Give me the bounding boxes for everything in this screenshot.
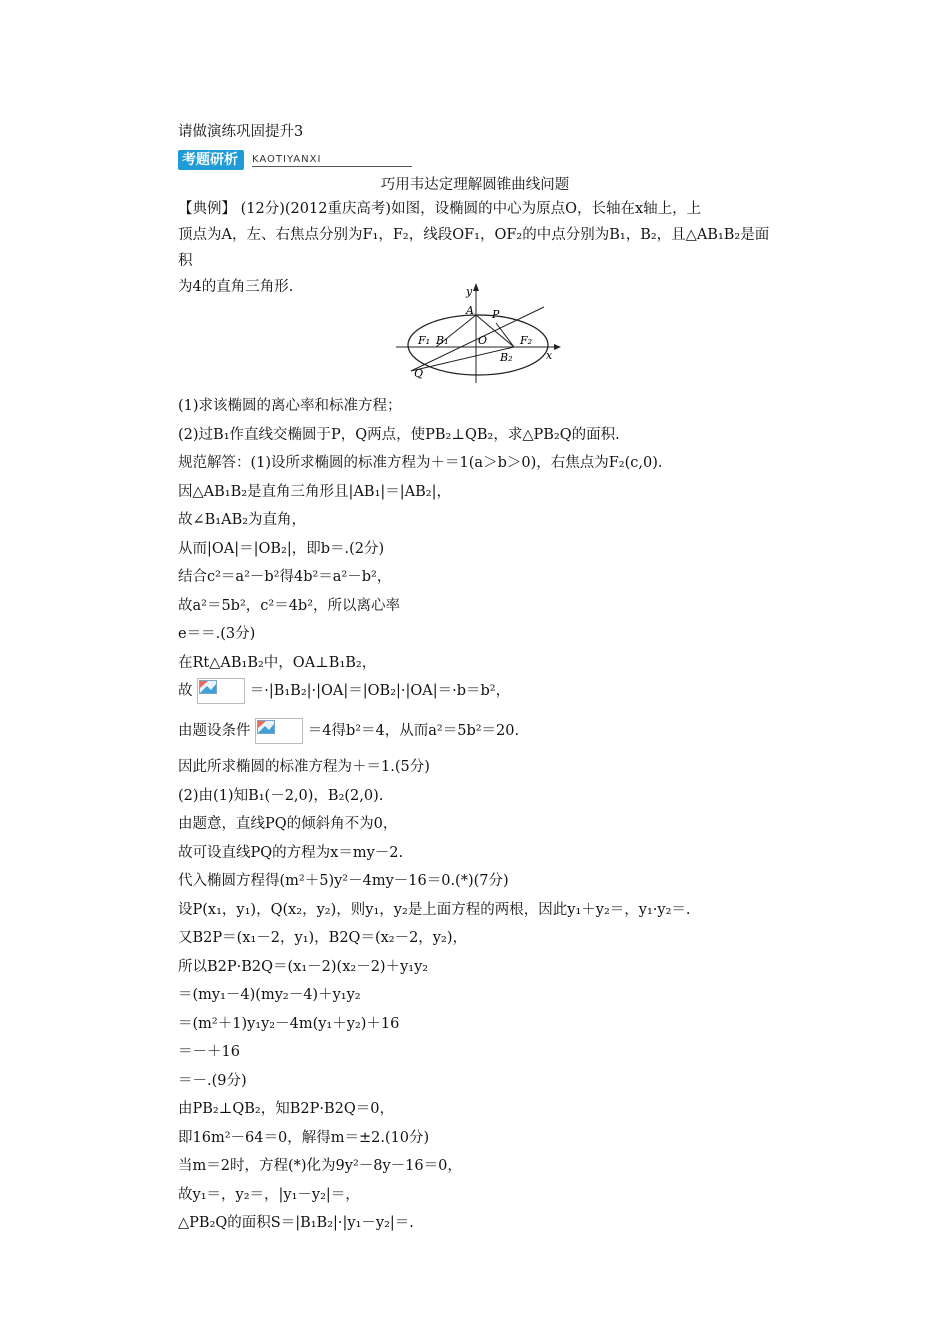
- y-axis-arrow: [473, 283, 479, 291]
- solution-line: 又B2P＝(x₁－2，y₁)，B2Q＝(x₂－2，y₂)，: [178, 930, 467, 946]
- label-p: P: [492, 308, 500, 321]
- intro-text: 请做演练巩固提升3: [178, 124, 304, 140]
- solution-line: e＝＝.(3分): [178, 626, 256, 642]
- solution-line: 故∠B₁AB₂为直角，: [178, 512, 307, 528]
- solution-line: ＝－.(9分): [178, 1072, 247, 1089]
- solution-line: 由题意，直线PQ的倾斜角不为0，: [178, 816, 398, 832]
- label-b2: B₂: [500, 351, 513, 364]
- section-badge: [178, 149, 412, 171]
- broken-image-icon: [257, 720, 275, 734]
- segment-qb2: [411, 347, 514, 371]
- x-axis-arrow: [554, 344, 561, 350]
- label-a: A: [466, 304, 474, 317]
- label-x: x: [546, 349, 553, 362]
- label-f2: F₂: [520, 334, 533, 347]
- solution-line: ＝(m²＋1)y₁y₂－4m(y₁＋y₂)＋16: [178, 1015, 400, 1032]
- solution-line: (2)由(1)知B₁(－2,0)，B₂(2,0).: [178, 787, 384, 804]
- condition-line: [178, 718, 519, 744]
- solution-part-2: [178, 753, 783, 1238]
- section-title: 巧用韦达定理解圆锥曲线问题: [380, 177, 570, 193]
- solution-line: 在Rt△AB₁B₂中，OA⊥B₁B₂，: [178, 654, 377, 671]
- area-line-prefix: 故: [178, 683, 193, 699]
- solution-line: 从而|OA|＝|OB₂|，即b＝.(2分): [178, 540, 385, 557]
- solution-line: 设P(x₁，y₁)，Q(x₂，y₂)，则y₁，y₂是上面方程的两根，因此y₁＋y₂＝，y₁·y₂＝.: [178, 901, 691, 918]
- solution-line: 故y₁＝，y₂＝，|y₁－y₂|＝，: [178, 1186, 360, 1203]
- badge-subtitle: KAOTIYANXI: [252, 154, 412, 167]
- solution-line: 故可设直线PQ的方程为x＝my－2.: [178, 844, 404, 861]
- solution-line: 即16m²－64＝0，解得m＝±2.(10分): [178, 1129, 430, 1146]
- solution-line: 所以B2P·B2Q＝(x₁－2)(x₂－2)＋y₁y₂: [178, 958, 429, 975]
- area-line-rest: ＝·|B₁B₂|·|OA|＝|OB₂|·|OA|＝·b＝b²，: [249, 683, 511, 699]
- label-f1: F₁: [418, 334, 431, 347]
- label-q: Q: [414, 367, 424, 380]
- broken-image-placeholder: [255, 718, 303, 744]
- solution-line: △PB₂Q的面积S＝|B₁B₂|·|y₁－y₂|＝.: [178, 1215, 414, 1231]
- solution-line: 规范解答：(1)设所求椭圆的标准方程为＋＝1(a＞b＞0)，右焦点为F₂(c,0).: [178, 455, 663, 471]
- area-line: [178, 678, 510, 704]
- badge-label: 考题研析: [178, 150, 244, 170]
- label-y: y: [466, 285, 473, 298]
- solution-part-1: [178, 392, 783, 677]
- ellipse-diagram: [396, 283, 561, 383]
- solution-line: 当m＝2时，方程(*)化为9y²－8y－16＝0，: [178, 1158, 462, 1174]
- label-b1: B₁: [436, 334, 449, 347]
- condition-line-prefix: 由题设条件: [178, 723, 251, 739]
- solution-line: 因△AB₁B₂是直角三角形且|AB₁|＝|AB₂|，: [178, 483, 451, 500]
- broken-image-icon: [199, 680, 217, 694]
- solution-line: 故a²＝5b²，c²＝4b²，所以离心率: [178, 597, 401, 614]
- solution-line: (2)过B₁作直线交椭圆于P，Q两点，使PB₂⊥QB₂，求△PB₂Q的面积.: [178, 426, 620, 443]
- label-o: O: [478, 334, 488, 347]
- example-line: 【典例】 (12分)(2012重庆高考)如图，设椭圆的中心为原点O，长轴在x轴上，上: [178, 201, 702, 217]
- solution-line: 因此所求椭圆的标准方程为＋＝1.(5分): [178, 759, 430, 775]
- solution-line: (1)求该椭圆的离心率和标准方程；: [178, 398, 402, 414]
- broken-image-placeholder: [197, 678, 245, 704]
- solution-line: ＝(my₁－4)(my₂－4)＋y₁y₂: [178, 987, 361, 1003]
- example-line: 顶点为A，左、右焦点分别为F₁，F₂，线段OF₁，OF₂的中点分别为B₁，B₂，且△AB₁B₂是面积: [178, 227, 770, 269]
- segment-pb2: [496, 323, 514, 347]
- solution-line: ＝－＋16: [178, 1044, 240, 1060]
- example-line: 为4的直角三角形.: [178, 279, 294, 295]
- solution-line: 结合c²＝a²－b²得4b²＝a²－b²，: [178, 569, 392, 585]
- solution-line: 由PB₂⊥QB₂，知B2P·B2Q＝0，: [178, 1101, 394, 1117]
- solution-line: 代入椭圆方程得(m²＋5)y²－4my－16＝0.(*)(7分): [178, 873, 509, 889]
- condition-line-rest: ＝4得b²＝4，从而a²＝5b²＝20.: [307, 723, 520, 739]
